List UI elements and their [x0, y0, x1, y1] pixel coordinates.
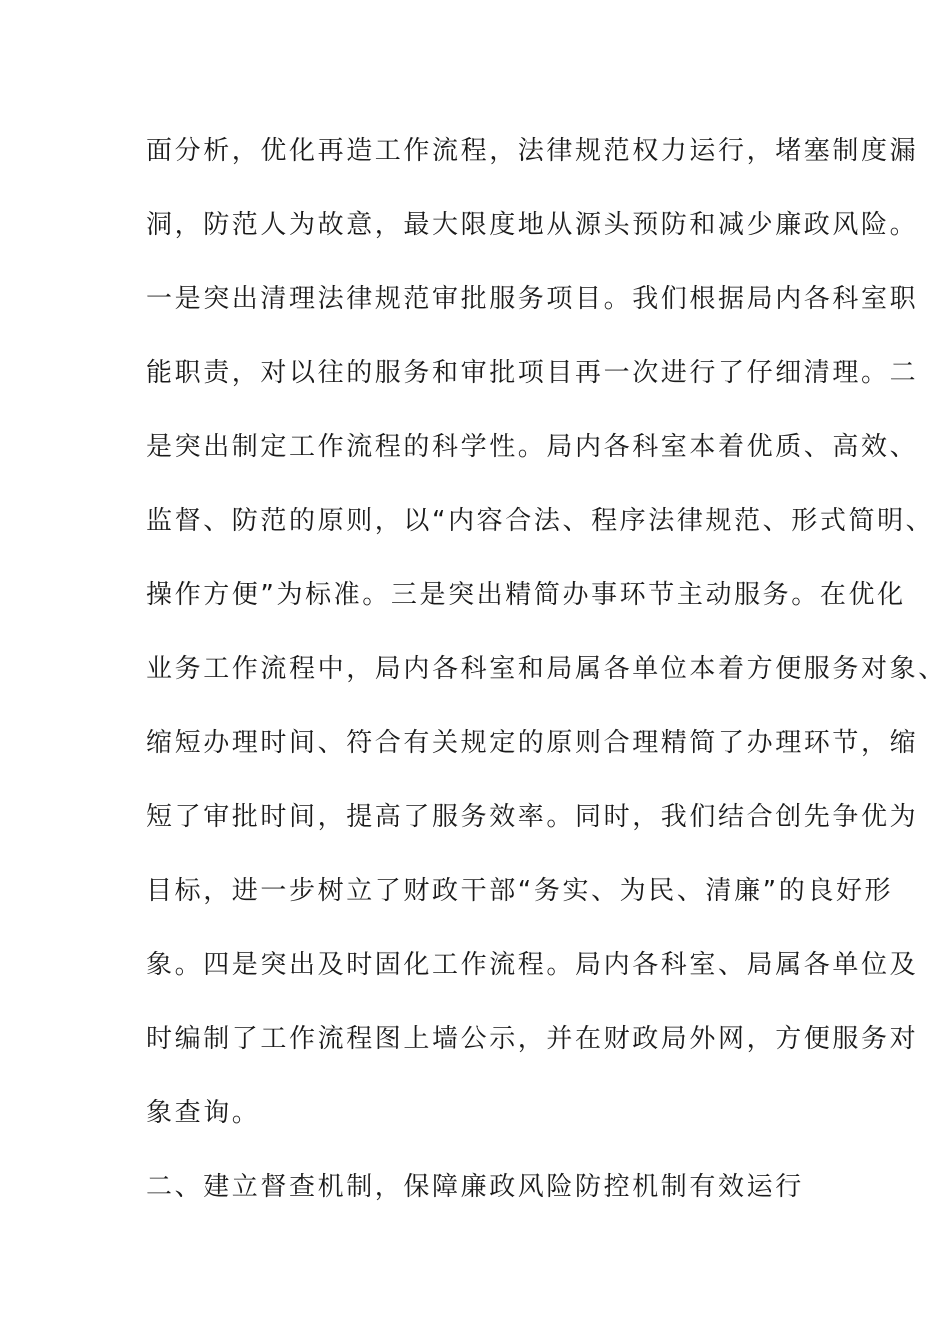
text-line: 短了审批时间，提高了服务效率。同时，我们结合创先争优为	[146, 802, 919, 832]
text-line: 面分析，优化再造工作流程，法律规范权力运行，堵塞制度漏	[146, 136, 919, 166]
text-line: 时编制了工作流程图上墙公示，并在财政局外网，方便服务对	[146, 1024, 919, 1054]
text-line: 业务工作流程中，局内各科室和局属各单位本着方便服务对象、	[146, 654, 947, 684]
text-line: 一是突出清理法律规范审批服务项目。我们根据局内各科室职	[146, 284, 919, 314]
section-heading: 二、建立督查机制，保障廉政风险防控机制有效运行	[146, 1172, 804, 1202]
text-line: 象查询。	[146, 1098, 261, 1128]
text-line: 目标，进一步树立了财政干部“务实、为民、清廉”的良好形	[146, 876, 894, 906]
text-line: 是突出制定工作流程的科学性。局内各科室本着优质、高效、	[146, 432, 919, 462]
text-line: 象。四是突出及时固化工作流程。局内各科室、局属各单位及	[146, 950, 919, 980]
text-line: 洞，防范人为故意，最大限度地从源头预防和减少廉政风险。	[146, 210, 919, 240]
text-line: 缩短办理时间、符合有关规定的原则合理精简了办理环节，缩	[146, 728, 919, 758]
text-line: 能职责，对以往的服务和审批项目再一次进行了仔细清理。二	[146, 358, 919, 388]
text-line: 操作方便”为标准。三是突出精简办事环节主动服务。在优化	[146, 580, 906, 610]
text-line: 监督、防范的原则，以“内容合法、程序法律规范、形式简明、	[146, 506, 935, 536]
